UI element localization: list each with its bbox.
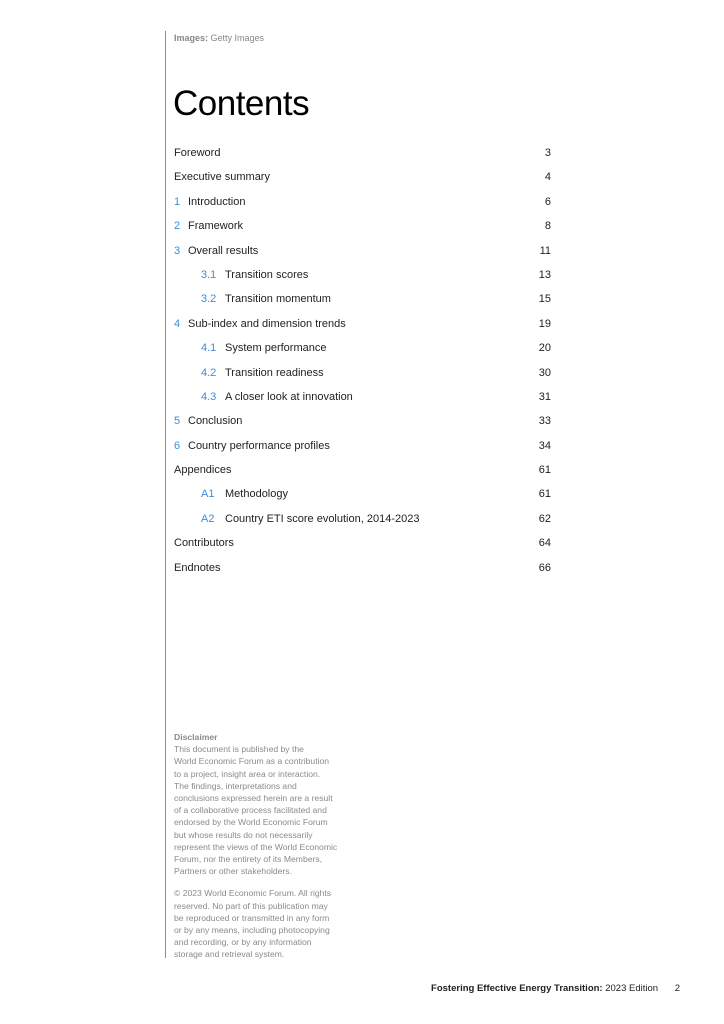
toc-entry-number: 3: [174, 244, 181, 257]
toc-entry-title: A closer look at innovation: [225, 390, 353, 403]
page-footer: [431, 983, 680, 994]
toc-entry-number: 3.2: [201, 293, 217, 306]
disclaimer-line: Forum, nor the entirety of its Members,: [174, 854, 323, 865]
toc-entry-number: 1: [174, 195, 181, 208]
toc-entry[interactable]: [174, 387, 551, 411]
toc-entry-title: Transition momentum: [225, 293, 331, 306]
toc-entry[interactable]: [174, 265, 551, 289]
toc-entry-title: Overall results: [188, 244, 259, 257]
disclaimer-line: to a project, insight area or interaction.: [174, 768, 321, 779]
toc-entry[interactable]: [174, 338, 551, 362]
toc-entry[interactable]: [174, 558, 551, 582]
disclaimer-line: World Economic Forum as a contribution: [174, 756, 330, 767]
toc-entry[interactable]: [174, 314, 551, 338]
toc-entry[interactable]: [174, 167, 551, 191]
toc-entry-number: A1: [201, 488, 215, 501]
toc-entry[interactable]: [174, 460, 551, 484]
toc-entry[interactable]: [174, 509, 551, 533]
disclaimer-line: endorsed by the World Economic Forum: [174, 817, 328, 828]
toc-entry-page: 64: [538, 537, 551, 550]
toc-entry-title: Country performance profiles: [188, 439, 330, 452]
copyright-line: reserved. No part of this publication may: [174, 900, 328, 911]
toc-entry-page: 33: [538, 415, 551, 428]
disclaimer-line: represent the views of the World Economic: [174, 841, 338, 852]
toc-entry-number: 5: [174, 415, 181, 428]
toc-entry-title: Transition readiness: [225, 366, 324, 379]
toc-entry-page: 15: [538, 293, 551, 306]
footer-report-title: Fostering Effective Energy Transition:: [431, 983, 603, 994]
toc-entry-title: Introduction: [188, 195, 246, 208]
disclaimer-line: The findings, interpretations and: [174, 780, 297, 791]
toc-entry[interactable]: [174, 143, 551, 167]
toc-entry-title: Methodology: [225, 488, 288, 501]
toc-entry[interactable]: [174, 216, 551, 240]
toc-entry-page: 19: [538, 317, 551, 330]
disclaimer-heading: Disclaimer: [174, 732, 218, 742]
disclaimer-line: This document is published by the: [174, 744, 304, 755]
copyright-line: or by any means, including photocopying: [174, 925, 330, 936]
toc-entry-title: Framework: [188, 220, 244, 233]
copyright-line: and recording, or by any information: [174, 937, 312, 948]
toc-entry-number: 4.1: [201, 342, 217, 355]
copyright-line: storage and retrieval system.: [174, 949, 285, 960]
toc-entry-title: Appendices: [174, 464, 232, 477]
toc-entry-number: 6: [174, 439, 181, 452]
toc-entry-title: Transition scores: [225, 268, 309, 281]
image-credit-value: Getty Images: [210, 33, 265, 43]
toc-entry-number: 4.3: [201, 390, 217, 403]
disclaimer-line: Partners or other stakeholders.: [174, 866, 292, 877]
page-title: Contents: [173, 84, 310, 123]
copyright-notice: [174, 887, 352, 960]
toc-entry-title: Foreword: [174, 147, 221, 159]
toc-entry-title: Conclusion: [188, 415, 243, 428]
toc-entry[interactable]: [174, 484, 551, 508]
page-number: 2: [674, 983, 680, 994]
toc-entry-title: Endnotes: [174, 561, 221, 574]
toc-entry-page: 13: [538, 268, 551, 281]
toc-entry-title: Sub-index and dimension trends: [188, 317, 346, 330]
toc-entry-page: 6: [544, 195, 551, 208]
footer-edition: 2023 Edition: [605, 983, 659, 994]
toc-entry-title: Executive summary: [174, 171, 270, 184]
toc-entry-page: 20: [538, 342, 551, 355]
margin-rule: [165, 31, 166, 958]
toc-entry-page: 61: [538, 464, 551, 477]
toc-entry-title: Contributors: [174, 537, 234, 550]
toc-entry-title: Country ETI score evolution, 2014-2023: [225, 512, 420, 525]
toc-entry-number: 4: [174, 317, 181, 330]
image-credit: [174, 33, 264, 43]
toc-entry-page: 30: [538, 366, 551, 379]
disclaimer-line: of a collaborative process facilitated and: [174, 805, 327, 816]
toc-entry-number: 3.1: [201, 268, 217, 281]
toc-entry-page: 11: [539, 244, 551, 257]
toc-entry[interactable]: [174, 192, 551, 216]
disclaimer-line: but whose results do not necessarily: [174, 829, 313, 840]
toc-entry[interactable]: [174, 411, 551, 435]
table-of-contents: [174, 143, 551, 582]
toc-entry-page: 66: [538, 561, 551, 574]
toc-entry-page: 34: [538, 439, 551, 452]
toc-entry[interactable]: [174, 289, 551, 313]
disclaimer-line: conclusions expressed herein are a result: [174, 793, 333, 804]
toc-entry-page: 3: [544, 147, 551, 159]
toc-entry[interactable]: [174, 436, 551, 460]
toc-entry-page: 61: [538, 488, 551, 501]
toc-entry-title: System performance: [225, 342, 327, 355]
toc-entry[interactable]: [174, 241, 551, 265]
copyright-line: be reproduced or transmitted in any form: [174, 912, 330, 923]
image-credit-label: Images:: [174, 33, 209, 43]
toc-entry-page: 62: [538, 512, 551, 525]
toc-entry-number: A2: [201, 512, 215, 525]
disclaimer: [174, 731, 352, 961]
toc-entry[interactable]: [174, 533, 551, 557]
disclaimer-body: [174, 743, 352, 877]
toc-entry-page: 8: [544, 220, 551, 233]
toc-entry[interactable]: [174, 363, 551, 387]
toc-entry-page: 4: [544, 171, 551, 184]
copyright-line: © 2023 World Economic Forum. All rights: [174, 888, 332, 899]
toc-entry-number: 2: [174, 220, 181, 233]
toc-entry-page: 31: [538, 390, 551, 403]
toc-entry-number: 4.2: [201, 366, 217, 379]
